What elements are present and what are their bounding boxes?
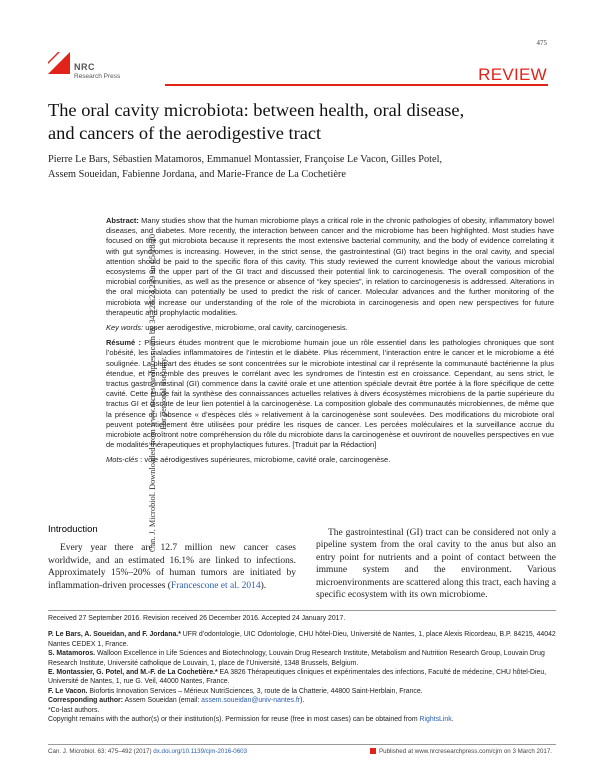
- resume-label: Résumé :: [106, 338, 141, 348]
- affiliation-2-names: S. Matamoros.: [48, 650, 96, 658]
- motscles-text: : voie aérodigestives supérieures, microbiome, cavité orale, carcinogenèse.: [138, 455, 391, 465]
- corresponding-email-link[interactable]: assem.soueidan@univ-nantes.fr: [201, 697, 301, 705]
- resume-paragraph: [106, 338, 554, 450]
- corresponding-author-end: ).: [300, 697, 305, 705]
- introduction-paragraph: [48, 542, 296, 592]
- affiliation-3-text: EA 3826 Thérapeutiques cliniques et expérimentales des infections, Faculté de médecine, CHU hôtel-Dieu, Université de Nantes, 1, rue G. Veil, 44000 Nantes, France.: [48, 669, 547, 686]
- citation-prefix: Can. J. Microbiol. 63: 475–492 (2017): [48, 748, 154, 755]
- footer-published: [370, 748, 552, 755]
- intro-text: Every year there are 12.7 million new cancer cases worldwide, and an estimated 16.1% are linked to infections. Approximately 15%–20% of human tumors are initiated by inflammation-driven processes (: [48, 543, 296, 591]
- title-line-1: The oral cavity microbiota: between health, oral disease,: [48, 100, 465, 120]
- affiliation-4-names: F. Le Vacon.: [48, 687, 88, 695]
- rightslink-link[interactable]: RightsLink: [419, 716, 452, 724]
- nrc-logo[interactable]: [48, 52, 158, 88]
- affiliation-3: [48, 668, 558, 687]
- logo-nrc-text: NRC: [74, 62, 95, 72]
- section-label: REVIEW: [478, 65, 547, 84]
- affiliation-1-text: UFR d’odontologie, UIC Odontologie, CHU hôtel-Dieu, Université de Nantes, 1, place Alexis Ricordeau, B.P. 84215, 44042 Nantes CEDEX 1, France.: [48, 631, 556, 648]
- corresponding-author: [48, 696, 558, 705]
- abstract-paragraph: [106, 216, 554, 318]
- affiliation-4-text: Biofortis Innovation Services – Mérieux NutriSciences, 3, route de la Chatterie, 44800 Saint-Herblain, France.: [87, 687, 423, 695]
- published-text: Published at www.nrcresearchpress.com/cjm on 3 March 2017.: [379, 748, 552, 755]
- keywords-text: upper aerodigestive, microbiome, oral cavity, carcinogenesis.: [143, 323, 348, 333]
- affiliation-2-text: Walloon Excellence in Life Sciences and Biotechnology, Louvain Drug Research Institute, Metabolism and Nutrition Research Group, Louvain Drug Research Institute, Université catholique de Louvain, 1, place de l’Université, 1348 Brussels, Belgium.: [48, 650, 545, 667]
- footnotes: [48, 614, 558, 724]
- body-right-column: [316, 527, 556, 601]
- gi-tract-paragraph: The gastrointestinal (GI) tract can be considered not only a pipeline system from the oral cavity to the anus but also an entry point for nutrients and a point of contact between the immune system and the environment. Various microenvironments are scattered along this tract, each having a specific ecosystem with its own microbiome.: [316, 528, 556, 601]
- nrc-logo-icon: [48, 52, 70, 74]
- copyright-text: Copyright remains with the author(s) or their institution(s). Permission for reuse (free in most cases) can be obtained from: [48, 716, 420, 724]
- motscles-label: Mots-clés: [106, 455, 139, 465]
- published-icon: [370, 748, 376, 754]
- author-list: [48, 152, 558, 182]
- footnote-divider: [48, 610, 556, 611]
- abstract-block: [106, 216, 554, 471]
- co-last-authors-note: *Co-last authors.: [48, 706, 100, 714]
- received-dates: Received 27 September 2016. Revision received 26 December 2016. Accepted 24 January 2017.: [48, 615, 346, 622]
- introduction-heading: Introduction: [48, 524, 98, 535]
- abstract-label: Abstract:: [106, 216, 139, 225]
- authors-line-2: Assem Soueidan, Fabienne Jordana, and Marie-France de La Cochetière: [48, 169, 346, 180]
- copyright-end: .: [451, 716, 454, 724]
- keywords-paragraph: [106, 323, 554, 333]
- footer-divider: [48, 744, 556, 745]
- article-title: [48, 99, 558, 145]
- intro-end: ).: [260, 580, 267, 591]
- footer-citation: [48, 748, 247, 755]
- keywords-label: Key words:: [106, 323, 144, 333]
- download-note-line2: For personal use only.: [159, 356, 168, 430]
- authors-line-1: Pierre Le Bars, Sébastien Matamoros, Emmanuel Montassier, Françoise Le Vacon, Gilles Potel,: [48, 154, 443, 165]
- affiliation-2: [48, 649, 558, 668]
- citation-link[interactable]: Francescone et al. 2014: [170, 580, 261, 591]
- motscles-paragraph: [106, 455, 554, 465]
- corresponding-author-label: Corresponding author:: [48, 697, 124, 705]
- header-rule: [165, 84, 548, 86]
- affiliation-3-names: E. Montassier, G. Potel, and M.-F. de La Cochetière.*: [48, 669, 218, 677]
- download-note-line1: Can. J. Microbiol. Downloaded from www.nrcresearchpress.com by 34.228.24.229 on 05/28/20: [148, 233, 157, 553]
- doi-link[interactable]: dx.doi.org/10.1139/cjm-2016-0603: [153, 748, 248, 755]
- page-number: 475: [536, 39, 547, 47]
- copyright-notice: [48, 715, 558, 724]
- body-left-column: [48, 524, 296, 592]
- corresponding-author-text: Assem Soueidan (email:: [123, 697, 202, 705]
- abstract-text: Many studies show that the human microbiome plays a critical role in the chronic pathologies of obesity, inflammatory bowel diseases, and diabetes. More recently, the interaction between cancer and the microbiome has been highlighted. Most studies have focused on the gut microbiota because it represents the most extensive bacterial community, and the body of evidence correlating it with gut syndromes is increasing. However, in the strict sense, the gastrointestinal (GI) tract begins in the oral cavity, and special attention should be paid to the specific flora of this cavity. This study reviewed the current knowledge about the various microbial ecosystems of the upper part of the GI tract and discussed their potential link to carcinogenesis. The overall composition of the microbial communities, as well as the presence or absence of “key species”, in relation to carcinogenesis is addressed. Alterations in the oral microbiota can potentially be used to predict the risk of cancer. Molecular advances and the further monitoring of the microbiota will increase our understanding of the role of the microbiota in carcinogenesis and open new perspectives for future therapeutic and prophylactic modalities.: [106, 216, 554, 317]
- affiliation-1: [48, 630, 558, 649]
- affiliation-1-names: P. Le Bars, A. Soueidan, and F. Jordana.*: [48, 631, 181, 639]
- resume-text: Plusieurs études montrent que le microbiome humain joue un rôle essentiel dans les pathologies chroniques que sont l’obésité, les maladies inflammatoires de l’intestin et le diabète. Plus récemment, l’interaction entre le cancer et le microbiome a été soulignée. La plupart des études se sont concentrées sur le microbiote intestinal car il représente la communauté bactérienne la plus étendue, et l’ensemble des preuves le corrélant avec les syndromes de l’intestin est en croissance. Cependant, au sens strict, le tractus gastro-intestinal (GI) commence dans la cavité orale et une attention spéciale devrait être portée à la flore spécifique de cette cavité. Cette étude fait la synthèse des connaissances actuelles relatives à divers écosystèmes microbiens de la partie supérieure du tractus GI et discute de leur lien potentiel à la carcinogenèse. La composition globale des communautés microbiennes, de même que la présence ou l’absence « d’espèces clés » relativement à la carcinogenèse sont soulevées. Des modifications du microbiote oral peuvent potentiellement être utilisées pour prédire les risques de cancer. Les percées moléculaires et la surveillance accrue du microbiote accroîtront notre compréhension du rôle du microbiote dans la carcinogenèse et ouvriront de nouvelles perspectives en vue de modalités thérapeutiques et prophylactiques futures. [Traduit par la Rédaction]: [106, 338, 554, 450]
- logo-press-text: Research Press: [74, 73, 121, 80]
- title-line-2: and cancers of the aerodigestive tract: [48, 123, 322, 143]
- affiliation-4: [48, 687, 558, 696]
